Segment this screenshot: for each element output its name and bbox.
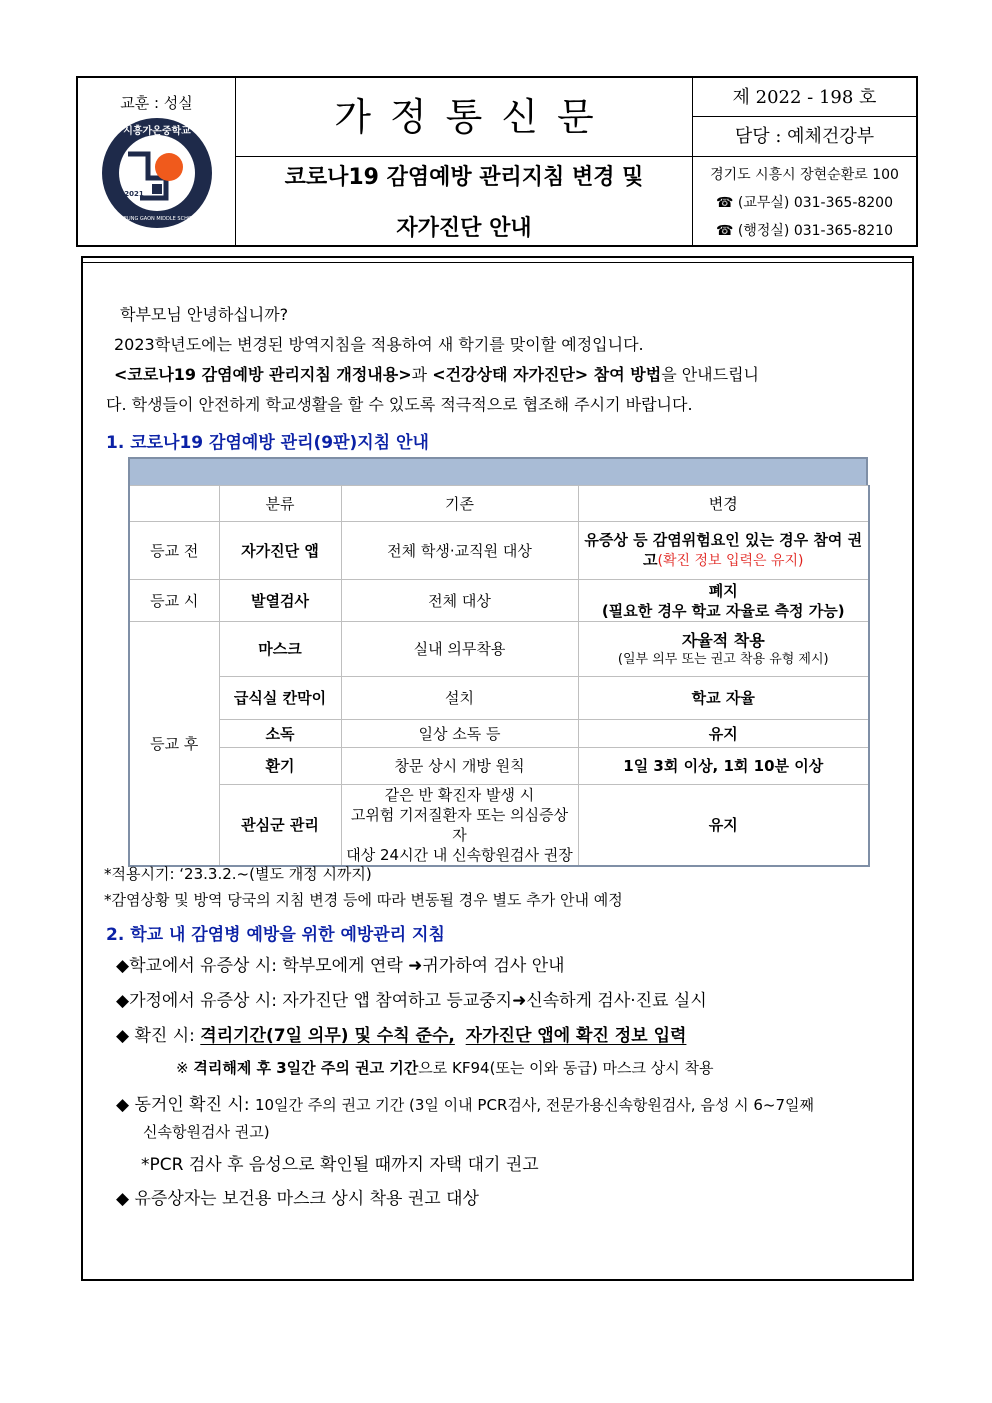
table-row [129,522,869,580]
frame-divider [81,262,914,263]
row-change [578,580,869,622]
confirmed-note-bold: 격리해제 후 3일간 주의 권고 기간 [193,1059,419,1077]
phase-arrival: 등교 시 [129,580,219,622]
row-item: 발열검사 [219,580,341,622]
note-additional-notice: *감염상황 및 방역 당국의 지침 변경 등에 따라 변동될 경우 별도 추가 안내 예정 [104,891,623,909]
row-change-text: 자율적 착용 [681,630,765,650]
logo-school-en: SIHEUNG GAON MIDDLE SCHOOL [115,216,199,222]
confirmed-note-mark: ※ [176,1059,194,1077]
row-previous: 설치 [341,677,578,720]
row-change-note: (일부 의무 또는 권고 착용 유형 제시) [617,651,829,667]
phase-before-school: 등교 전 [129,522,219,580]
bullet-confirmed-app: 자가진단 앱에 확진 정보 입력 [465,1026,687,1046]
row-previous: 실내 의무착용 [341,622,578,677]
phone-teacher: ☎ (교무실) 031-365-8200 [715,195,893,211]
department: 담당 : 예체건강부 [693,117,916,157]
greeting: 학부모님 안녕하십니까? [120,305,289,324]
school-logo-icon [100,116,214,230]
table-row [129,580,869,622]
row-item: 마스크 [219,622,341,677]
pcr-note: *PCR 검사 후 음성으로 확인될 때까지 자택 대기 권고 [141,1155,539,1175]
logo-school-kr: 시흥가온중학교 [123,126,191,137]
bullet-household-detail-2: 신속항원검사 권고) [143,1123,270,1141]
row-item: 자가진단 앱 [219,522,341,580]
row-change-note: (필요한 경우 학교 자율로 측정 가능) [601,601,845,620]
contact-cell [693,157,916,245]
row-item: 관심군 관리 [219,785,341,867]
row-change-note: (확진 정보 입력은 유지) [657,553,804,569]
intro-line-3 [114,362,759,385]
guideline-table [128,457,868,867]
bullet-confirmed [116,1021,686,1046]
confirmed-note [176,1057,713,1078]
bullet-symptomatic-mask: ◆ 유증상자는 보건용 마스크 상시 착용 권고 대상 [116,1189,479,1209]
row-previous [341,785,578,867]
table-row [129,622,869,677]
row-previous: 일상 소독 등 [341,720,578,748]
page-title: 가정통신문 [334,95,613,139]
row-previous-line: 고위험 기저질환자 또는 의심증상자 [350,806,569,844]
row-previous: 전체 학생·교직원 대상 [341,522,578,580]
table-row [129,677,869,720]
bullet-home-symptom: ◆가정에서 유증상 시: 자가진단 앱 참여하고 등교중지➜신속하게 검사·진료 실시 [116,991,707,1011]
header-category: 분류 [219,486,341,522]
intro-line-4: 다. 학생들이 안전하게 학교생활을 할 수 있도록 적극적으로 협조해 주시기 바랍니다. [106,395,693,414]
logo-cell [78,78,236,245]
letter-header [76,76,918,247]
table-title-band [128,457,868,485]
intro-line-3-tail: 을 안내드립니 [661,365,760,384]
row-item: 급식실 칸막이 [219,677,341,720]
table-row [129,720,869,748]
bullet-school-symptom: ◆학교에서 유증상 시: 학부모에게 연락 ➜귀가하여 검사 안내 [116,956,565,976]
table-row [129,748,869,785]
row-change [578,622,869,677]
subtitle-line-1: 코로나19 감염예방 관리지침 변경 및 [284,165,644,190]
header-blank [129,486,219,522]
note-effective-date: *적용시기: ‘23.3.2.~(별도 개정 시까지) [104,865,372,883]
row-change [578,522,869,580]
bullet-household-label: ◆ 동거인 확진 시: [116,1095,255,1115]
bullet-household-detail: 10일간 주의 권고 기간 (3일 이내 PCR검사, 전문가용신속항원검사, 음성 시 6~7일째 [254,1096,814,1114]
section-2-heading: 2. 학교 내 감염병 예방을 위한 예방관리 지침 [106,925,445,945]
table-header-row [129,486,869,522]
table-row [129,785,869,867]
row-item: 소독 [219,720,341,748]
row-previous-line: 대상 24시간 내 신속항원검사 권장 [346,846,573,864]
row-previous: 전체 대상 [341,580,578,622]
logo-year: 2021 [124,190,144,198]
bullet-household [116,1090,814,1115]
confirmed-note-tail: 으로 KF94(또는 이와 동급) 마스크 상시 착용 [418,1059,714,1077]
header-change: 변경 [578,486,869,522]
row-change: 유지 [578,720,869,748]
intro-join: 과 [411,365,433,384]
intro-highlight-1: <코로나19 감염예방 관리지침 개정내용> [114,365,412,384]
section-1-heading: 1. 코로나19 감염예방 관리(9판)지침 안내 [106,433,429,453]
phase-after-school: 등교 후 [129,622,219,867]
row-previous-line: 같은 반 확진자 발생 시 [384,786,535,804]
school-address: 경기도 시흥시 장현순환로 100 [710,167,899,183]
school-motto: 교훈 : 성실 [120,94,193,112]
row-change-text: 유증상 등 감염위험요인 있는 경우 참여 권고 [584,531,863,569]
subtitle-cell [236,157,693,245]
row-previous: 창문 상시 개방 원칙 [341,748,578,785]
row-change: 1일 3회 이상, 1회 10분 이상 [578,748,869,785]
bullet-confirmed-isolation: 격리기간(7일 의무) 및 수칙 준수, [200,1026,455,1046]
row-change: 학교 자율 [578,677,869,720]
intro-highlight-2: <건강상태 자가진단> 참여 방법 [432,365,662,384]
header-previous: 기존 [341,486,578,522]
bullet-confirmed-label: ◆ 확진 시: [116,1026,201,1046]
title-cell [236,78,693,157]
row-item: 환기 [219,748,341,785]
row-change: 유지 [578,785,869,867]
subtitle-line-2: 자가진단 안내 [396,216,532,241]
phone-admin: ☎ (행정실) 031-365-8210 [715,223,893,239]
intro-line-2: 2023학년도에는 변경된 방역지침을 적용하여 새 학기를 맞이할 예정입니다. [114,335,644,354]
issue-number: 제 2022 - 198 호 [693,78,916,117]
row-change-text: 폐지 [708,581,738,600]
